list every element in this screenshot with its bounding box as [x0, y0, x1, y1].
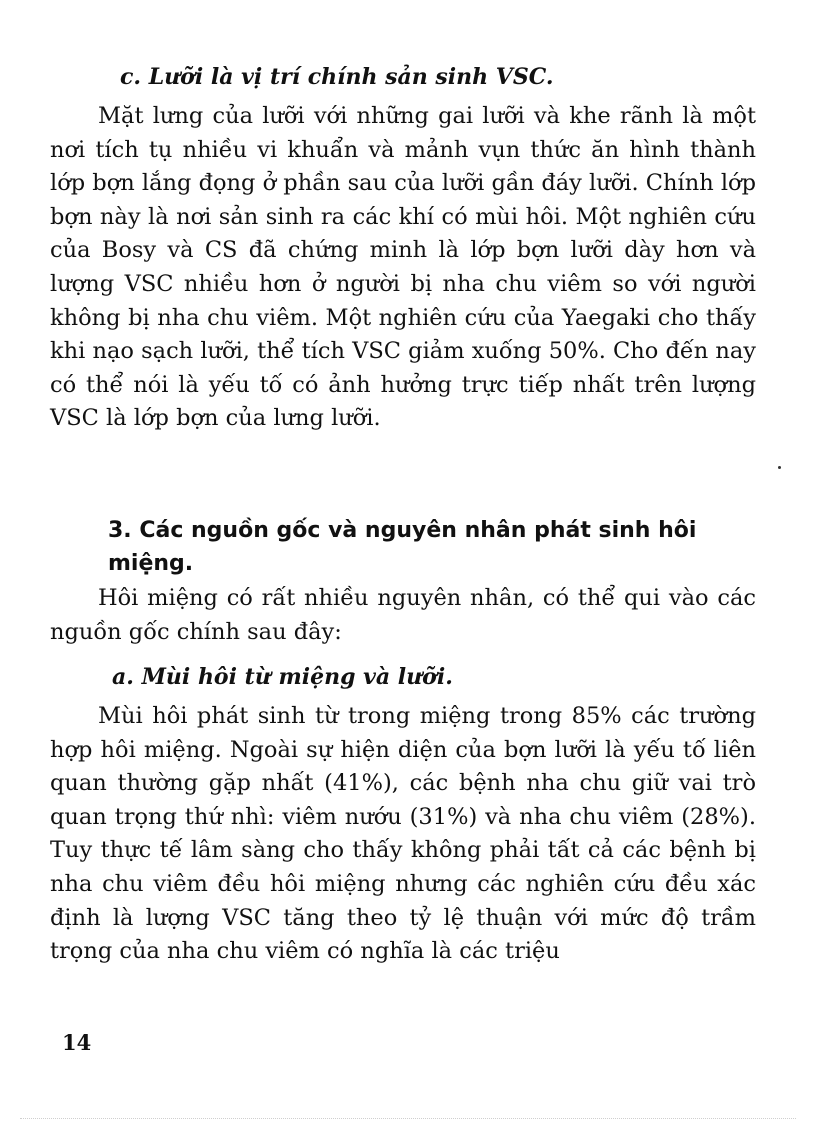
page-number: 14 — [62, 1030, 92, 1055]
section-a-paragraph: Mùi hôi phát sinh từ trong miệng trong 85% các trường hợp hôi miệng. Ngoài sự hiện diện của bợn lưỡi là yếu tố liên quan thường gặp nhất (41%), các bệnh nha chu giữ vai trò quan trọng thứ nhì: viêm nướu (31%) và nha chu viêm (28%). Tuy thực tế lâm sàng cho thấy không phải tất cả các bệnh bị nha chu viêm đều hôi miệng nhưng các nghiên cứu đều xác định là lượng VSC tăng theo tỷ lệ thuận với mức độ trầm trọng của nha chu viêm có nghĩa là các triệu — [50, 703, 756, 965]
section-a-heading: a. Mùi hôi từ miệng và lưỡi. — [112, 664, 453, 690]
scan-border — [20, 1118, 796, 1119]
section-c-paragraph: Mặt lưng của lưỡi với những gai lưỡi và khe rãnh là một nơi tích tụ nhiều vi khuẩn và mảnh vụn thức ăn hình thành lớp bợn lắng đọng ở phần sau của lưỡi gần đáy lưỡi. Chính lớp bợn này là nơi sản sinh ra các khí có mùi hôi. Một nghiên cứu của Bosy và CS đã chứng minh là lớp bợn lưỡi dày hơn và lượng VSC nhiều hơn ở người bị nha chu viêm so với người không bị nha chu viêm. Một nghiên cứu của Yaegaki cho thấy khi nạo sạch lưỡi, thể tích VSC giảm xuống 50%. Cho đến nay có thể nói là yếu tố có ảnh hưởng trực tiếp nhất trên lượng VSC là lớp bợn của lưng lưỡi. — [50, 103, 756, 432]
section-3-heading: 3. Các nguồn gốc và nguyên nhân phát sinh hôi miệng. — [108, 518, 697, 576]
scan-speck — [778, 466, 781, 469]
section-c-heading: c. Lưỡi là vị trí chính sản sinh VSC. — [120, 64, 554, 90]
section-3-paragraph: Hôi miệng có rất nhiều nguyên nhân, có thể qui vào các nguồn gốc chính sau đây: — [50, 585, 756, 645]
